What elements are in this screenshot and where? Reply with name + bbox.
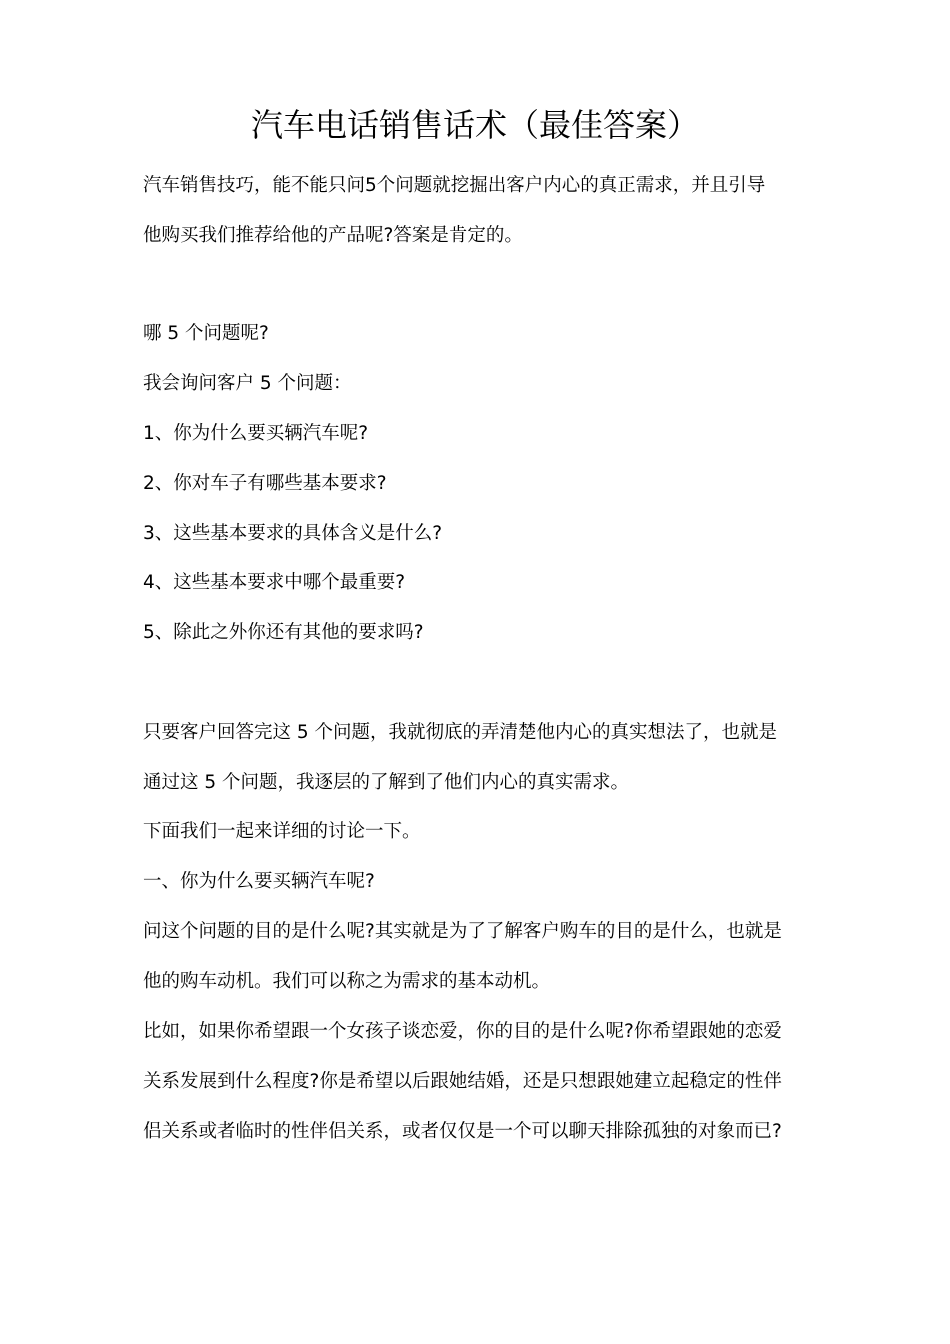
paragraph-line: 汽车销售技巧，能不能只问5个问题就挖掘出客户内心的真正需求，并且引导 bbox=[143, 175, 766, 196]
paragraph-line: 哪 5 个问题呢? bbox=[143, 323, 269, 344]
paragraph-line: 侣关系或者临时的性伴侣关系，或者仅仅是一个可以聊天排除孤独的对象而已? bbox=[143, 1121, 782, 1142]
paragraph-line: 他的购车动机。我们可以称之为需求的基本动机。 bbox=[143, 971, 551, 992]
paragraph-line: 关系发展到什么程度?你是希望以后跟她结婚，还是只想跟她建立起稳定的性伴 bbox=[143, 1071, 782, 1092]
list-item: 5、除此之外你还有其他的要求吗? bbox=[143, 622, 424, 643]
list-item: 2、你对车子有哪些基本要求? bbox=[143, 473, 387, 494]
paragraph-line: 问这个问题的目的是什么呢?其实就是为了了解客户购车的目的是什么，也就是 bbox=[143, 921, 782, 942]
list-item: 3、这些基本要求的具体含义是什么? bbox=[143, 523, 443, 544]
paragraph-line: 只要客户回答完这 5 个问题，我就彻底的弄清楚他内心的真实想法了，也就是 bbox=[143, 722, 778, 743]
document-title: 汽车电话销售话术（最佳答案） bbox=[250, 106, 699, 144]
paragraph-line: 我会询问客户 5 个问题： bbox=[143, 373, 352, 394]
paragraph-line: 通过这 5 个问题，我逐层的了解到了他们内心的真实需求。 bbox=[143, 772, 630, 793]
list-item: 1、你为什么要买辆汽车呢? bbox=[143, 423, 369, 444]
paragraph-line: 下面我们一起来详细的讨论一下。 bbox=[143, 821, 421, 842]
paragraph-line: 他购买我们推荐给他的产品呢?答案是肯定的。 bbox=[143, 225, 523, 246]
section-heading: 一、你为什么要买辆汽车呢? bbox=[143, 871, 375, 892]
paragraph-line: 比如，如果你希望跟一个女孩子谈恋爱，你的目的是什么呢?你希望跟她的恋爱 bbox=[143, 1021, 782, 1042]
list-item: 4、这些基本要求中哪个最重要? bbox=[143, 572, 406, 593]
